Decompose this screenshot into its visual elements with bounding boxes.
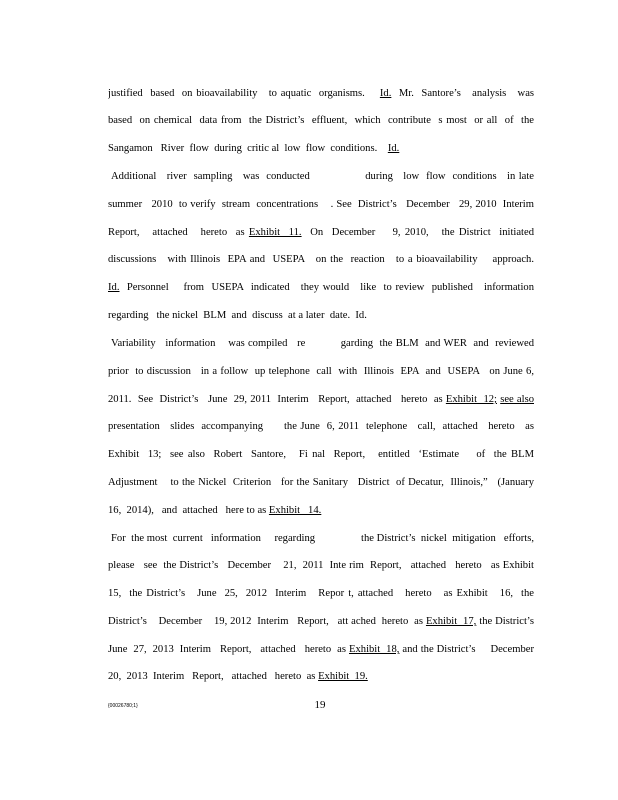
text-line: [108, 198, 534, 212]
line-text: 16, 2014), and attached here to as: [108, 505, 267, 516]
exhibit-12-link: Exhibit 12;: [445, 394, 497, 405]
text-line: [108, 476, 534, 490]
text-line: [108, 309, 534, 323]
page-number: 19: [314, 699, 326, 711]
line-text: please see the District’s December 21, 2011 Inte rim Report, attached hereto as Exhibit: [108, 560, 534, 571]
line-text: For the most current information regarding the District’s nickel mitigation efforts,: [111, 533, 534, 544]
text-line: [108, 587, 534, 601]
line-text: District’s December 19, 2012 Interim Report, att ached hereto as: [108, 616, 423, 627]
text-line: [108, 420, 534, 434]
line-text: Variability information was compiled re garding the BLM and WER and reviewed: [111, 338, 534, 349]
text-line: [108, 615, 534, 629]
line-text: 2011. See District’s June 29, 2011 Interim Report, attached hereto as: [108, 394, 443, 405]
text-line: [108, 114, 534, 128]
line-text: summer 2010 to verify stream concentrations . See District’s December 29, 2010 Interim: [108, 199, 534, 210]
text-line: [108, 670, 534, 684]
text-line: [108, 87, 534, 101]
exhibit-14-link: Exhibit 14.: [268, 505, 322, 516]
line-text: Additional river sampling was conducted during low flow conditions in late: [111, 171, 534, 182]
text-line: [108, 253, 534, 267]
text-line: [108, 226, 534, 240]
text-line: [108, 365, 534, 379]
line-text: 20, 2013 Interim Report, attached hereto as: [108, 671, 316, 682]
see-also-signal: see also: [500, 394, 534, 405]
line-text: prior to discussion in a follow up telephone call with Illinois EPA and USEPA on June 6,: [108, 366, 534, 377]
line-text: June 27, 2013 Interim Report, attached hereto as: [108, 644, 346, 655]
line-text: the District’s: [479, 616, 534, 627]
line-text: Sangamon River flow during critic al low flow conditions.: [108, 143, 378, 154]
text-line: [108, 448, 534, 462]
citation-id: Id.: [379, 88, 392, 99]
line-text: discussions with Illinois EPA and USEPA on the reaction to a bioavailability approach.: [108, 254, 534, 265]
citation-id: Id.: [108, 282, 120, 293]
exhibit-11-link: Exhibit 11.: [248, 227, 302, 238]
text-line: [108, 559, 534, 573]
citation-id: Id.: [387, 143, 400, 154]
line-text: presentation slides accompanying the June 6, 2011 telephone call, attached hereto as: [108, 421, 534, 432]
line-text: justified based on bioavailability to aquatic organisms.: [108, 88, 365, 99]
text-line: [108, 504, 534, 518]
line-text: Adjustment to the Nickel Criterion for the Sanitary District of Decatur, Illinois,” (January: [108, 477, 534, 488]
line-text: and the District’s December: [402, 644, 534, 655]
exhibit-17-link: Exhibit 17,: [425, 616, 477, 627]
line-text: based on chemical data from the District’s effluent, which contribute s most or all of the: [108, 115, 534, 126]
text-line: [111, 532, 534, 546]
text-line: [111, 170, 534, 184]
line-text: Exhibit 13; see also Robert Santore, Fi nal Report, entitled ‘Estimate of the BLM: [108, 449, 534, 460]
line-text: Report, attached hereto as: [108, 227, 245, 238]
text-line: [111, 337, 534, 351]
text-line: [108, 643, 534, 657]
exhibit-18-link: Exhibit 18,: [349, 644, 400, 655]
text-line: [108, 281, 534, 295]
line-text: On December 9, 2010, the District initiated: [310, 227, 534, 238]
text-line: [108, 393, 534, 407]
document-id-footer: {00026780;1}: [108, 703, 138, 709]
line-text: Personnel from USEPA indicated they would like to review published information: [126, 282, 534, 293]
text-line: [108, 142, 534, 156]
line-text: Mr. Santore’s analysis was: [398, 88, 534, 99]
line-text: 15, the District’s June 25, 2012 Interim Repor t, attached hereto as Exhibit 16, the: [108, 588, 534, 599]
exhibit-19-link: Exhibit 19.: [318, 671, 368, 682]
line-text: regarding the nickel BLM and discuss at a later date. Id.: [108, 310, 367, 321]
